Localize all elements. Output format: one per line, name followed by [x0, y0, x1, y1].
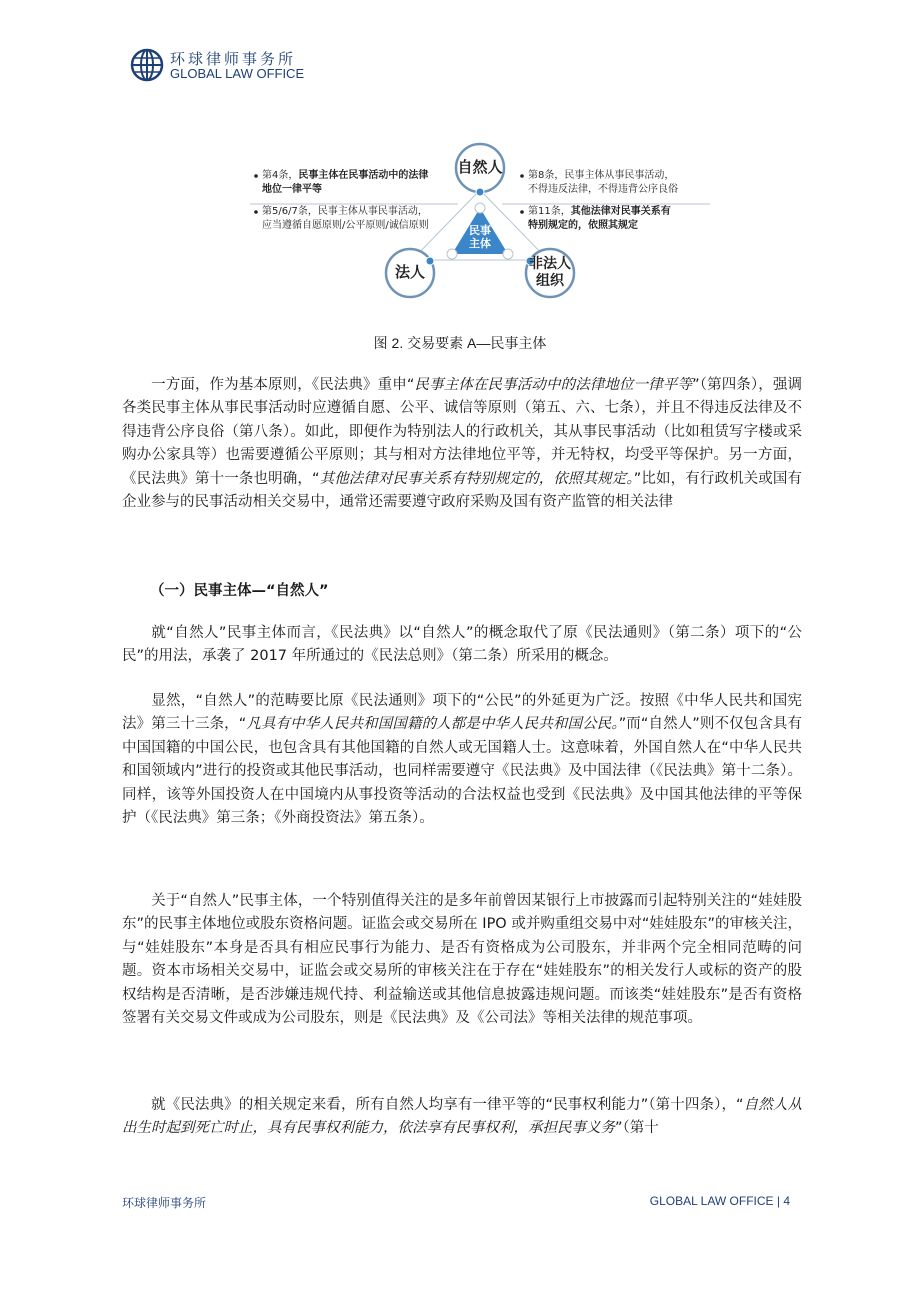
- hub-left: [447, 249, 457, 259]
- bullet-article-5-7-line2: 应当遵循自愿原则/公平原则/诚信原则: [262, 220, 429, 231]
- center-line1: 民事: [469, 224, 491, 237]
- bullet-article-11-bold-2: 特别规定的，依照其规定: [528, 220, 638, 231]
- center-line2: 主体: [469, 237, 491, 250]
- p3-text-c: ”而“自然人”则不仅包含具有中国国籍的中国公民，也包含具有其他国籍的自然人或无国籍人士。这意味着，外国自然人在“中华人民共和国领域内”进行的投资或其他民事活动，也同样需要遵守《民法典》及中国法律（《民法典》第十二条）。同样，该等外国投资人在中国境内从事投资等活动的合法权益也受到《民法典》及中国其他法律的平等保护（《民法典》第三条；《外商投资法》第五条）。: [122, 716, 802, 827]
- bullet-dot-1: [254, 174, 258, 178]
- bullet-dot-2: [254, 210, 258, 214]
- bullet-article-5-7-line1: 第5/6/7条，民事主体从事民事活动，: [262, 206, 428, 217]
- node-unincorporated-org: [520, 256, 580, 290]
- civil-subject-diagram: [240, 138, 720, 308]
- p5-quote: 自然人从出生时起到死亡时止，具有民事权利能力，依法享有民事权利，承担民事义务: [122, 1097, 802, 1137]
- footer-page-number: GLOBAL LAW OFFICE | 4: [649, 1194, 790, 1208]
- figure-caption: 图 2. 交易要素 A—民事主体: [373, 335, 547, 351]
- paragraph-5: [122, 1094, 802, 1141]
- hub-top: [475, 203, 485, 213]
- logo-chinese-name: 环球律师事务所: [170, 50, 297, 68]
- node-top-dot: [476, 188, 484, 196]
- globe-icon: [130, 48, 164, 82]
- p2-text: 就“自然人”民事主体而言，《民法典》以“自然人”的概念取代了原《民法通则》（第二条）项下的“公民”的用法，承袭了 2017 年所通过的《民法总则》（第二条）所采用的概念。: [122, 625, 802, 665]
- logo-english-name: GLOBAL LAW OFFICE: [170, 66, 305, 81]
- node-legal-person-label: 法人: [394, 263, 425, 281]
- bullet-article-4-bold-1: 民事主体在民事活动中的法律: [298, 170, 429, 181]
- bullet-article-8: [528, 169, 678, 197]
- hub-right: [503, 249, 513, 259]
- p3-text-a: 显然，“自然人”的范畴要比原《民法通则》项下的“公民”的外延更为广泛。按照《中华人民共和国宪法》第三十三条，“: [122, 693, 802, 733]
- node-natural-person: [450, 159, 510, 176]
- p4-text: 关于“自然人”民事主体，一个特别值得关注的是多年前曾因某银行上市披露而引起特别关注的“娃娃股东”的民事主体地位或股东资格问题。证监会或交易所在 IPO 或并购重组交易中对“娃娃股东”的审核关注，与“娃娃股东”本身是否具有相应民事行为能力、是否有资格成为公司股东，并非两个完全相同范畴的问题。资本市场相关交易中，证监会或交易所的审核关注在于存在“娃娃股东”的相关发行人或标的资产的股权结构是否清晰，是否涉嫌违规代持、利益输送或其他信息披露违规问题。而该类“娃娃股东”是否有资格签署有关交易文件或成为公司股东，则是《民法典》及《公司法》等相关法律的规范事项。: [122, 893, 802, 1027]
- bullet-article-11: [528, 205, 671, 233]
- footer-firm-name: 环球律师事务所: [122, 1196, 207, 1210]
- p1-text-e: ”比如，有行政机关或国有企业参与的民事活动相关交易中，通常还需要遵守政府采购及国有资产监管的相关法律: [122, 470, 803, 511]
- paragraph-1: [122, 374, 802, 514]
- paragraph-3: [122, 690, 802, 830]
- firm-logo: [130, 46, 330, 86]
- node-unincorporated-org-line1: 非法人: [529, 256, 571, 272]
- p1-text-c: ”（第四条），强调各类民事主体从事民事活动时应遵循自愿、公平、诚信等原则（第五、六、七条），并且不得违反法律及不得违背公序良俗（第八条）。如此，即便作为特别法人的行政机关，其从事民事活动（比如租赁写字楼或采购办公家具等）也需要遵循公平原则；其与相对方法律地位平等，并无特权，均受平等保护。另一方面，《民法典》第十一条也明确，“: [122, 377, 802, 487]
- bullet-article-11-bold-1: 其他法律对民事关系有: [570, 206, 671, 217]
- p5-text-c: ”（第十: [615, 1120, 659, 1137]
- p3-quote: 凡具有中华人民共和国国籍的人都是中华人民共和国公民。: [246, 716, 619, 733]
- center-civil-subject: [462, 224, 498, 250]
- paragraph-4: [122, 890, 802, 1030]
- bullet-article-4: [262, 169, 428, 197]
- node-natural-person-label: 自然人: [457, 158, 503, 176]
- bullet-article-4-prefix: 第4条，: [262, 170, 299, 181]
- node-unincorporated-org-line2: 组织: [536, 273, 564, 289]
- bullet-article-8-line1: 第8条，民事主体从事民事活动，: [528, 170, 675, 181]
- bullet-dot-3: [520, 174, 524, 178]
- node-legal-person: [380, 264, 440, 281]
- p1-text-a: 一方面，作为基本原则，《民法典》重申“: [151, 377, 415, 393]
- paragraph-2: [122, 622, 802, 669]
- bullet-article-8-line2: 不得违反法律，不得违背公序良俗: [528, 184, 678, 195]
- bullet-dot-4: [520, 210, 524, 214]
- p1-quote-b: 其他法律对民事关系有特别规定的，依照其规定。: [319, 470, 634, 487]
- p5-text-a: 就《民法典》的相关规定来看，所有自然人均享有一律平等的“民事权利能力”（第十四条），“: [151, 1097, 744, 1113]
- bullet-article-11-prefix: 第11条，: [528, 206, 571, 217]
- section-heading: （一）民事主体—“自然人”: [150, 583, 329, 599]
- bullet-article-4-bold-2: 地位一律平等: [262, 184, 322, 195]
- bullet-article-5-7: [262, 205, 429, 233]
- p1-quote-a: 民事主体在民事活动中的法律地位一律平等: [414, 377, 693, 393]
